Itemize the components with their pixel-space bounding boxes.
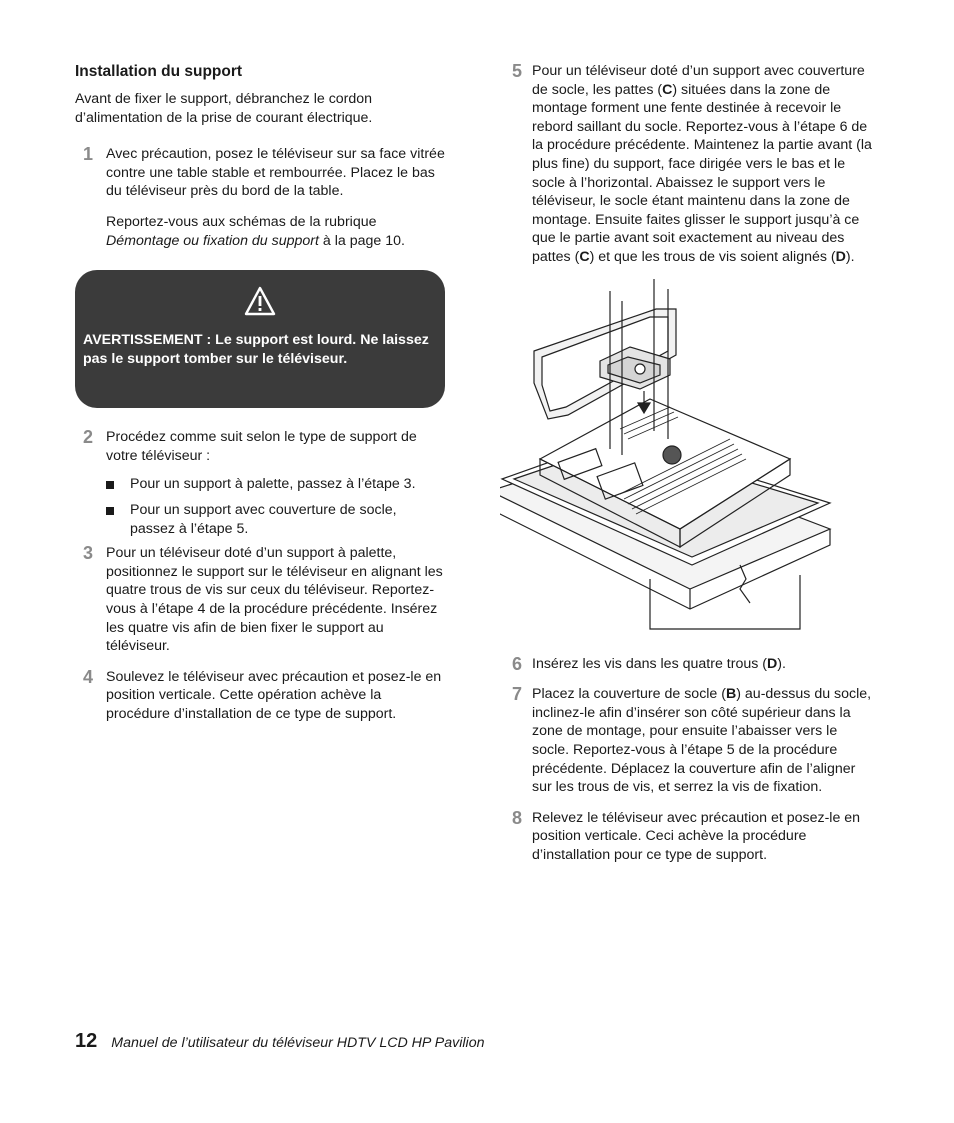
step-number: 3 (83, 543, 94, 564)
warning-box (75, 270, 445, 408)
step-4 (75, 668, 445, 724)
page-number: 12 (75, 1030, 98, 1052)
step-6 (512, 655, 874, 674)
step-text: Placez la couverture de socle (B) au-dessus du socle, inclinez-le afin d’insérer son côté supérieur dans la zone de montage, pour ensuite l’abaisser vers le socle. Reportez-vous à l’étape 5 de la procédure précédente. Déplacez la couverture afin de l’aligner sur les trous de vis, et serrez la vis de fixation. (532, 686, 872, 796)
right-column (512, 62, 874, 876)
tv-stand-illustration (500, 279, 862, 639)
step-text: Procédez comme suit selon le type de support de votre téléviseur : (106, 429, 417, 464)
step-number: 6 (512, 653, 523, 674)
step-1 (75, 145, 445, 250)
intro-paragraph: Avant de fixer le support, débranchez le cordon d’alimentation de la prise de courant électrique. (75, 91, 373, 126)
step-text: Avec précaution, posez le téléviseur sur sa face vitrée contre une table stable et rembourrée. Placez le bas du téléviseur près du bord de la table. (106, 146, 445, 200)
step-number: 7 (512, 684, 523, 705)
step-number: 2 (83, 427, 94, 448)
list-item: Pour un support avec couverture de socle, passez à l’étape 5. (106, 501, 445, 538)
reference-link-text: Démontage ou fixation du support (106, 232, 319, 249)
step-text: Soulevez le téléviseur avec précaution et posez-le en position verticale. Cette opération achève la procédure d’installation de ce type de support. (106, 668, 442, 722)
left-column (75, 62, 445, 735)
callout-label: C (579, 248, 590, 265)
step-number: 8 (512, 807, 523, 828)
step-text: Insérez les vis dans les quatre trous (D). (532, 655, 786, 672)
step-text: Pour un téléviseur doté d’un support avec couverture de socle, les pattes (C) situées dans la zone de montage forment une fente destinée à recevoir le rebord saillant du socle. Reportez-vous à l’étape 6 de la procédure précédente. Maintenez la partie avant (la plus fine) du support, face dirigée vers le bas et le socle à l’horizontal. Abaissez le support vers le téléviseur, le socle étant maintenu dans la zone de montage. Ensuite faites glisser le support jusqu’à ce que le partie avant soit exactement au niveau des pattes (C) et que les trous de vis soient alignés (D). (532, 63, 872, 265)
step-reference: Reportez-vous aux schémas de la rubrique Démontage ou fixation du support à la page 10. (106, 213, 405, 249)
page-footer (75, 1032, 485, 1053)
bullet-list (106, 475, 445, 538)
callout-label: C (662, 81, 673, 98)
step-number: 1 (83, 144, 94, 165)
callout-label: D (835, 248, 846, 265)
list-item: Pour un support à palette, passez à l’étape 3. (106, 475, 445, 494)
step-3 (75, 544, 445, 656)
step-number: 4 (83, 666, 94, 687)
callout-label: D (767, 655, 778, 672)
installation-diagram (500, 279, 862, 639)
warning-text: AVERTISSEMENT : Le support est lourd. Ne laissez pas le support tomber sur le téléviseur. (83, 332, 429, 367)
step-7 (512, 685, 874, 797)
step-text: Relevez le téléviseur avec précaution et posez-le en position verticale. Ceci achève la procédure d’installation pour ce type de support. (532, 809, 861, 863)
step-number: 5 (512, 61, 523, 81)
manual-title: Manuel de l’utilisateur du téléviseur HDTV LCD HP Pavilion (111, 1035, 485, 1051)
section-title: Installation du support (75, 63, 243, 80)
warning-triangle-icon (244, 286, 276, 316)
step-5 (512, 62, 874, 267)
step-8 (512, 809, 874, 865)
callout-label: B (726, 686, 737, 703)
step-text: Pour un téléviseur doté d’un support à palette, positionnez le support sur le téléviseur en alignant les quatre trous de vis sur ceux du téléviseur. Reportez-vous à l’étape 4 de la procédure précédente. Insérez les quatre vis afin de bien fixer le support au téléviseur. (106, 545, 443, 655)
step-2 (75, 428, 445, 538)
